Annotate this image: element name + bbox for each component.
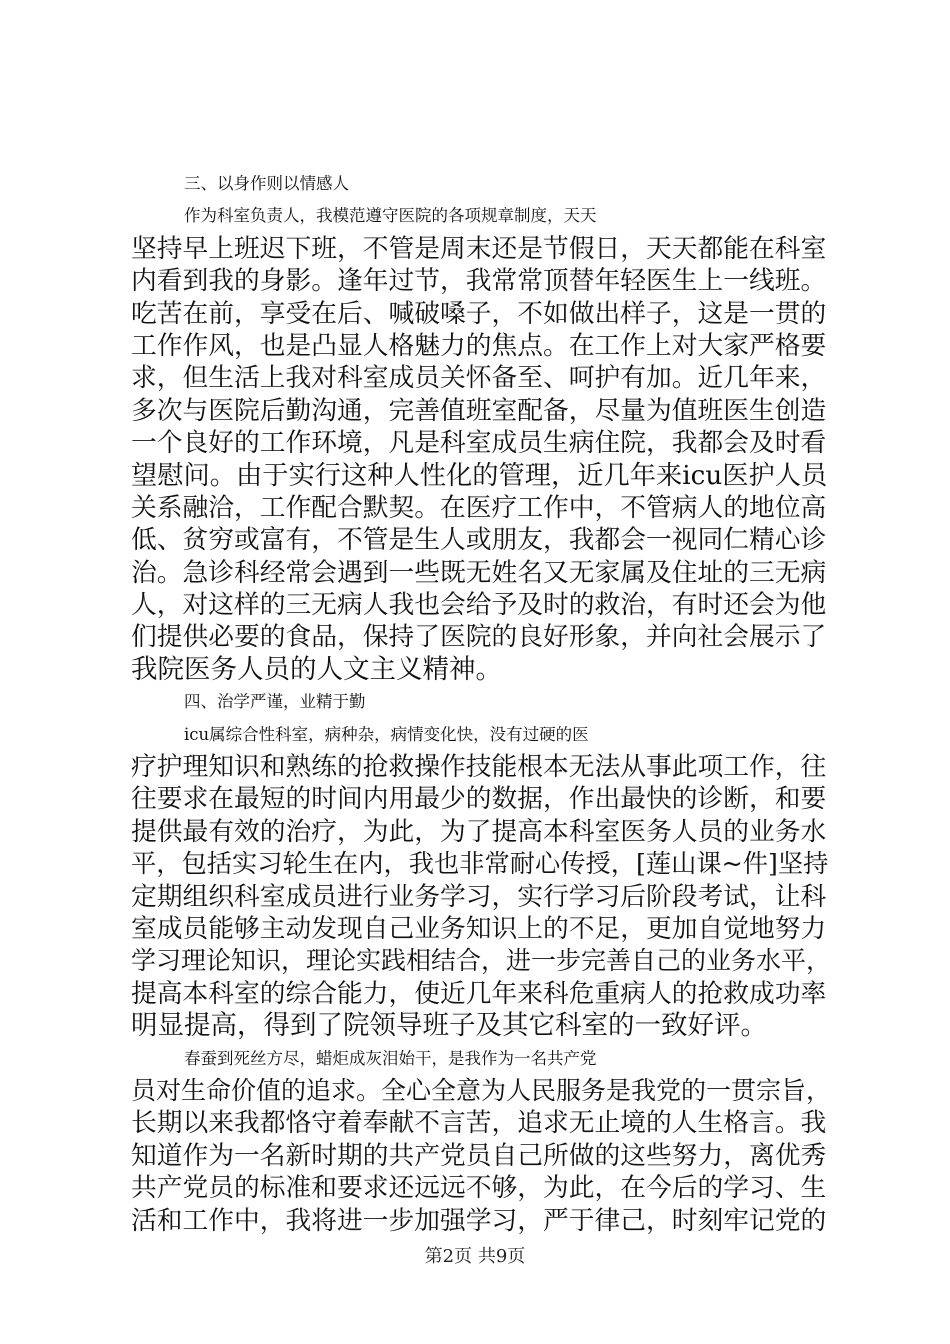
text-line: 人，对这样的三无病人我也会给予及时的救治，有时还会为他 (131, 590, 827, 621)
page-footer: 第2页 共9页 (424, 1246, 526, 1267)
text-line: 四、治学严谨，业精于勤 (184, 692, 366, 712)
text-line: 关系融洽，工作配合默契。在医疗工作中，不管病人的地位高 (131, 492, 827, 523)
text-line: 作为科室负责人，我模范遵守医院的各项规章制度，天天 (184, 206, 597, 226)
text-line: 提供最有效的治疗，为此，为了提高本科室医务人员的业务水 (131, 816, 827, 847)
text-line: 学习理论知识，理论实践相结合，进一步完善自己的业务水平， (131, 946, 832, 976)
text-line: 春蚕到死丝方尽，蜡炬成灰泪始干，是我作为一名共产党 (184, 1048, 597, 1068)
text-line: 工作作风，也是凸显人格魅力的焦点。在工作上对大家严格要 (131, 330, 827, 361)
text-line: 共产党员的标准和要求还远远不够，为此，在今后的学习、生 (131, 1173, 827, 1204)
text-line: 往要求在最短的时间内用最少的数据，作出最快的诊断，和要 (131, 784, 827, 815)
text-line: 活和工作中，我将进一步加强学习，严于律己，时刻牢记党的 (131, 1205, 827, 1236)
text-line: 坚持早上班迟下班，不管是周末还是节假日，天天都能在科室 (131, 233, 827, 264)
text-line: 治。急诊科经常会遇到一些既无姓名又无家属及住址的三无病 (131, 557, 827, 588)
text-line: 明显提高，得到了院领导班子及其它科室的一致好评。 (131, 1010, 767, 1042)
text-line: 内看到我的身影。逢年过节，我常常顶替年轻医生上一线班。 (131, 266, 827, 297)
text-line: 低、贫穷或富有，不管是生人或朋友，我都会一视同仁精心诊 (131, 525, 827, 556)
text-line: 我院医务人员的人文主义精神。 (131, 653, 502, 685)
text-line: 平，包括实习轮生在内，我也非常耐心传授，[莲山课~件]坚持 (131, 849, 829, 879)
text-line: 提高本科室的综合能力，使近几年来科危重病人的抢救成功率 (131, 978, 827, 1009)
text-line: icu属综合性科室，病种杂，病情变化快，没有过硬的医 (184, 724, 589, 744)
text-line: 一个良好的工作环境，凡是科室成员生病住院，我都会及时看 (131, 428, 827, 459)
text-line: 求，但生活上我对科室成员关怀备至、呵护有加。近几年来， (131, 363, 827, 394)
body-text (131, 168, 831, 1237)
text-line: 室成员能够主动发现自己业务知识上的不足，更加自觉地努力 (131, 913, 827, 944)
text-line: 吃苦在前，享受在后、喊破嗓子，不如做出样子，这是一贯的 (131, 298, 827, 329)
text-line: 知道作为一名新时期的共产党员自己所做的这些努力，离优秀 (131, 1140, 827, 1171)
text-line: 多次与医院后勤沟通，完善值班室配备，尽量为值班医生创造 (131, 395, 827, 426)
text-line: 望慰问。由于实行这种人性化的管理，近几年来icu医护人员 (131, 460, 828, 491)
text-line: 长期以来我都恪守着奉献不言苦，追求无止境的人生格言。我 (131, 1108, 827, 1139)
text-line: 们提供必要的食品，保持了医院的良好形象，并向社会展示了 (131, 622, 827, 653)
text-line: 定期组织科室成员进行业务学习，实行学习后阶段考试，让科 (131, 881, 827, 912)
text-line: 员对生命价值的追求。全心全意为人民服务是我党的一贯宗旨， (131, 1075, 832, 1105)
text-line: 疗护理知识和熟练的抢救操作技能根本无法从事此项工作，往 (131, 752, 827, 783)
text-line: 三、以身作则以情感人 (184, 174, 349, 193)
